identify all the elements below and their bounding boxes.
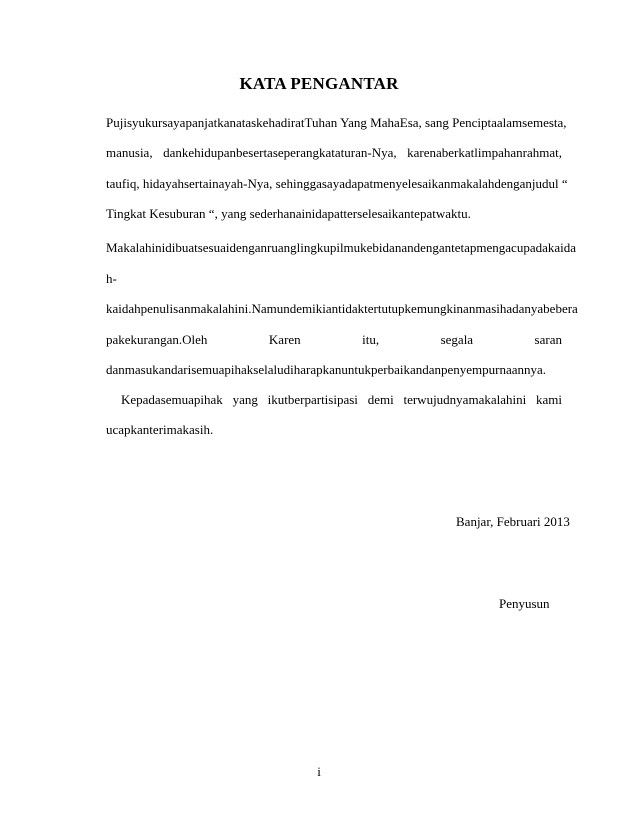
paragraph-3-line-1: Kepadasemuapihak yang ikutberpartisipasi demi terwujudnyamakalahini kami xyxy=(121,392,562,407)
paragraph-2-line-1: Makalahinidibuatsesuaidenganruanglingkupilmukebidanandengantetapmengacupadakaida xyxy=(106,240,577,255)
paragraph-2-line-4-word-2: Karen xyxy=(268,332,301,347)
signature-label: Penyusun xyxy=(499,596,550,611)
page-title: KATA PENGANTAR xyxy=(239,74,399,93)
paragraph-2-line-4 xyxy=(106,332,562,348)
paragraph-1-line-2-word-2: dankehidupanbesertaseperangkataturan-Nya, xyxy=(163,145,397,160)
paragraph-2-line-4-word-5: saran xyxy=(534,332,562,347)
paragraph-2-line-4-word-4: segala xyxy=(440,332,474,347)
paragraph-1-line-2-word-3: karenaberkatlimpahanrahmat, xyxy=(407,145,562,160)
paragraph-1-line-2-word-1: manusia, xyxy=(106,145,153,160)
paragraph-3-line-2: ucapkanterimakasih. xyxy=(106,422,214,437)
paragraph-2-line-3: kaidahpenulisanmakalahini.Namundemikiantidaktertutupkemungkinanmasihadanyabebera xyxy=(106,301,578,316)
paragraph-1-line-3: taufiq, hidayahsertainayah-Nya, sehinggasayadapatmenyelesaikanmakalahdenganjudul “ xyxy=(106,176,568,191)
page-number: i xyxy=(317,764,321,779)
paragraph-2-line-2: h- xyxy=(106,271,117,286)
paragraph-1-line-4: Tingkat Kesuburan “, yang sederhanainidapatterselesaikantepatwaktu. xyxy=(106,206,471,221)
paragraph-2-line-5: danmasukandarisemuapihakselaludiharapkanuntukperbaikandanpenyempurnaannya. xyxy=(106,362,547,377)
place-and-date: Banjar, Februari 2013 xyxy=(456,514,570,529)
paragraph-2-line-4-word-3: itu, xyxy=(362,332,380,347)
paragraph-1-line-1: PujisyukursayapanjatkanataskehadiratTuhan Yang MahaEsa, sang Penciptaalamsemesta, xyxy=(106,115,567,130)
paragraph-1-line-2 xyxy=(106,145,562,161)
paragraph-2-line-4-word-1: pakekurangan.Oleh xyxy=(106,332,208,347)
